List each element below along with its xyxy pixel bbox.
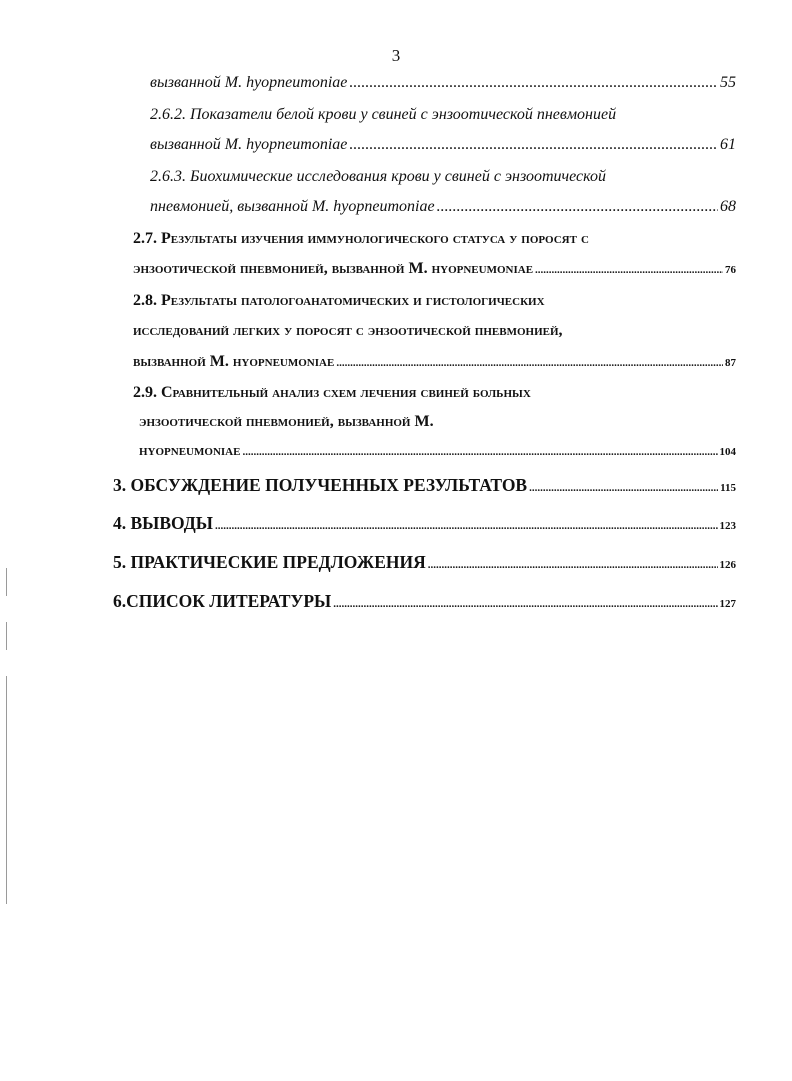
- toc-entry-title: 2.8. Результаты патологоанатомических и гистологических: [133, 292, 545, 309]
- toc-entry[interactable]: [113, 472, 736, 498]
- toc-entry[interactable]: [139, 438, 736, 464]
- toc-entry-title: 2.6.3. Биохимические исследования крови у свиней с энзоотической: [150, 168, 607, 185]
- toc-entry-page: 104: [719, 446, 736, 458]
- toc-entry-title: энзоотической пневмонией, вызванной M.: [139, 413, 434, 430]
- toc-leader-dots: [215, 513, 718, 539]
- scan-margin-mark: [6, 568, 7, 596]
- toc-entry-page: 61: [720, 136, 736, 153]
- toc-entry-page: 68: [720, 198, 736, 215]
- toc-entry-page: 76: [725, 264, 736, 276]
- toc-leader-dots: [428, 552, 718, 578]
- toc-entry[interactable]: [150, 132, 736, 158]
- toc-entry-page: 115: [720, 482, 736, 494]
- toc-entry-page: 127: [719, 598, 736, 610]
- toc-entry[interactable]: [113, 549, 736, 575]
- toc-entry-title: hyopneumoniae: [139, 442, 241, 459]
- toc-entry[interactable]: [113, 510, 736, 536]
- toc-entry-title: 2.7. Результаты изучения иммунологического статуса у поросят с: [133, 230, 589, 247]
- toc-entry-title: 6.СПИСОК ЛИТЕРАТУРЫ: [113, 591, 332, 611]
- toc-entry-title: 4. ВЫВОДЫ: [113, 513, 213, 533]
- toc-entry-title: вызванной M. hyopneumoniae: [150, 136, 348, 153]
- toc-entry-page: 126: [719, 559, 736, 571]
- toc-leader-dots: [349, 70, 718, 96]
- toc-leader-dots: [437, 194, 718, 220]
- toc-entry-title: 5. ПРАКТИЧЕСКИЕ ПРЕДЛОЖЕНИЯ: [113, 552, 426, 572]
- toc-entry[interactable]: [150, 194, 736, 220]
- toc-entry-title: вызванной M. hyopneumoniae: [133, 353, 335, 370]
- page-number: 3: [391, 46, 401, 65]
- toc-entry-title: 2.6.2. Показатели белой крови у свиней с энзоотической пневмонией: [150, 106, 617, 123]
- toc-entry-page: 87: [725, 357, 736, 369]
- scan-margin-mark: [6, 676, 7, 904]
- toc-entry-title: исследований легких у поросят с энзоотической пневмонией,: [133, 322, 563, 339]
- toc-entry[interactable]: [113, 588, 736, 614]
- toc-entry-page: 123: [719, 520, 736, 532]
- toc-entry[interactable]: [133, 256, 736, 282]
- toc-entry[interactable]: [150, 70, 736, 96]
- toc-entry-title: 3. ОБСУЖДЕНИЕ ПОЛУЧЕННЫХ РЕЗУЛЬТАТОВ: [113, 475, 528, 495]
- toc-leader-dots: [535, 257, 723, 283]
- toc-entry[interactable]: [133, 349, 736, 375]
- toc-entry-title: вызванной M. hyopneumoniae: [150, 74, 348, 91]
- toc-leader-dots: [242, 439, 717, 465]
- toc-leader-dots: [349, 132, 718, 158]
- toc-entry-title: 2.9. Сравнительный анализ схем лечения свиней больных: [133, 384, 531, 401]
- toc-leader-dots: [529, 475, 718, 501]
- toc-entry-title: пневмонией, вызванной M. hyopneumoniae: [150, 198, 435, 215]
- toc-entry-title: энзоотической пневмонией, вызванной M. hyopneumoniae: [133, 260, 534, 277]
- scan-margin-mark: [6, 622, 7, 650]
- toc-leader-dots: [336, 350, 723, 376]
- toc-entry-page: 55: [720, 74, 736, 91]
- toc-leader-dots: [333, 591, 717, 617]
